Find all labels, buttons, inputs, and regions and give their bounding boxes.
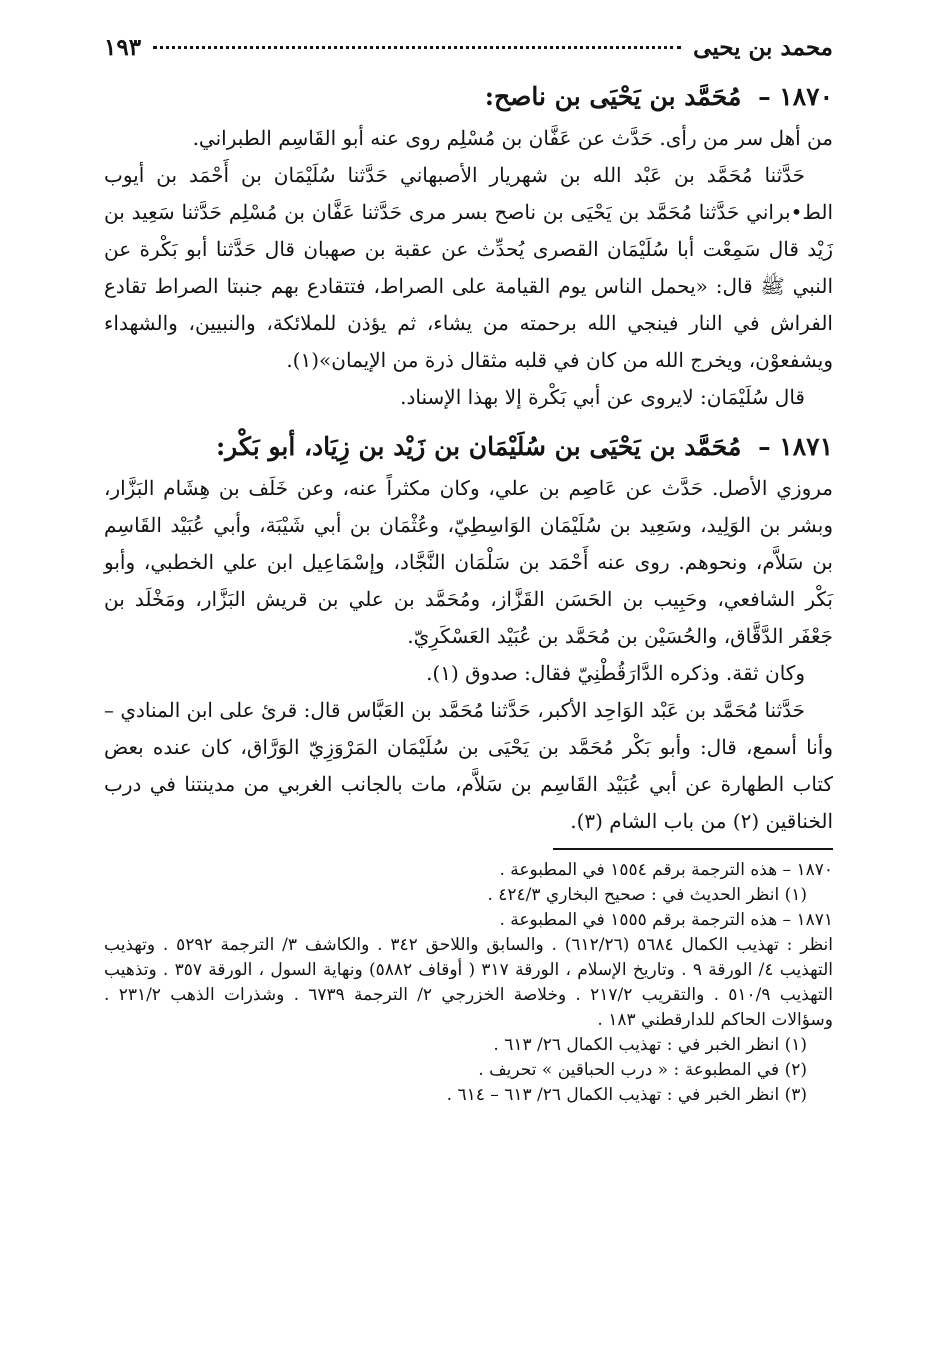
spacer xyxy=(104,416,833,422)
footnotes xyxy=(104,858,833,1108)
footnote-rule xyxy=(553,848,833,850)
entry-paragraph: حَدَّثنا مُحَمَّد بن عَبْد الوَاحِد الأكبر، حَدَّثنا مُحَمَّد بن العَبَّاس قال: قرئ على ابن المنادي – وأنا أسمع، قال: وأبو بَكْر مُحَمَّد بن يَحْيَى بن سُلَيْمَان المَرْوَزِيّ الوَرَّاق، كان عنده بعض كتاب الطهارة عن أبي عُبَيْد القَاسِم بن سَلاَّم، مات بالجانب الغربي من مدينتنا في درب الخناقين (٢) من باب الشام (٣). xyxy=(104,698,833,833)
page-number: ١٩٣ xyxy=(104,34,142,61)
entry-heading xyxy=(104,426,833,468)
footnote-line: (١) انظر الخبر في : تهذيب الكمال ٢٦/ ٦١٣ . xyxy=(493,1035,807,1055)
running-title: محمد بن يحيى xyxy=(693,34,833,61)
entry-paragraph: قال سُلَيْمَان: لايروى عن أبي بَكْرة إلا بهذا الإسناد. xyxy=(400,385,805,409)
footnote-line: ١٨٧١ – هذه الترجمة برقم ١٥٥٥ في المطبوعة . xyxy=(499,910,833,930)
entry-paragraph: حَدَّثنا مُحَمَّد بن عَبْد الله بن شهريار الأصبهاني حَدَّثنا سُلَيْمَان بن أَحْمَد بن أيوب الط•براني حَدَّثنا مُحَمَّد بن يَحْيَى بن ناصح بسر مرى حَدَّثنا عَفَّان بن مُسْلِم حَدَّثنا سَعِيد بن زَيْد قال سَمِعْت أبا سُلَيْمَان القصرى يُحدِّث عن عقبة بن صهبان قال حَدَّثنا أبو بَكْرة عن النبي ﷺ قال: «يحمل الناس يوم القيامة على الصراط، فتتقادع بهم جنبتا الصراط تقادع الفراش في النار فينجي الله برحمته من يشاء، ثم يؤذن للملائكة، والنبيين، والشهداء ويشفعوْن، ويخرج الله من كان في قلبه مثقال ذرة من الإيمان»(١). xyxy=(104,163,833,372)
entry-paragraph: مروزي الأصل. حَدَّث عن عَاصِم بن علي، وكان مكثراً عنه، وعن خَلَف بن هِشَام البَزَّار، وبشر بن الوَلِيد، وسَعِيد بن سُلَيْمَان الوَاسِطِيّ، وعُثْمَان بن أبي شَيْبَة، وأبي عُبَيْد القَاسِم بن سَلاَّم، ونحوهم. روى عنه أَحْمَد بن سَلْمَان النَّجَّاد، وإسْمَاعِيل ابن علي الخطبي، وأبو بَكْر الشافعي، وحَبِيب بن الحَسَن القَزَّاز، ومُحَمَّد بن علي بن قريش البَزَّار، ومَخْلَد بن جَعْفَر الدَّقَّاق، والحُسَيْن بن مُحَمَّد بن عُبَيْد العَسْكَرِيّ. xyxy=(104,476,833,648)
footnote-line: (٢) في المطبوعة : « درب الحباقين » تحريف . xyxy=(478,1060,807,1080)
entry-paragraph: من أهل سر من رأى. حَدَّث عن عَفَّان بن مُسْلِم روى عنه أبو القَاسِم الطبراني. xyxy=(192,126,833,150)
entry-heading xyxy=(104,76,833,118)
entry-number: ١٨٧٠ – xyxy=(758,82,833,111)
footnote-line: ١٨٧٠ – هذه الترجمة برقم ١٥٥٤ في المطبوعة . xyxy=(499,860,833,880)
entry-1870 xyxy=(104,76,833,416)
entry-name: مُحَمَّد بن يَحْيَى بن ناصح: xyxy=(484,82,742,111)
entry-1871 xyxy=(104,426,833,840)
footnote-line: انظر : تهذيب الكمال ٥٦٨٤ (٦١٢/٢٦) . والسابق واللاحق ٣٤٢ . والكاشف ٣/ الترجمة ٥٢٩٢ . وتهذيب التهذيب ٤/ الورقة ٩ . وتاريخ الإسلام ، الورقة ٣١٧ ( أوقاف ٥٨٨٢) ونهاية السول ، الورقة ٣٥٧ . وتذهيب التهذيب ٥١٠/٩ . والتقريب ٢١٧/٢ . وخلاصة الخزرجي ٢/ الترجمة ٦٧٣٩ . وشذرات الذهب ٢٣١/٢ . وسؤالات الحاكم للدارقطني ١٨٣ . xyxy=(104,935,834,1030)
entry-paragraph: وكان ثقة. وذكره الدَّارَقُطْنِيّ فقال: صدوق (١). xyxy=(426,661,805,685)
leader-dots xyxy=(153,46,681,49)
running-head xyxy=(104,34,833,72)
entry-name: مُحَمَّد بن يَحْيَى بن سُلَيْمَان بن زَيْد بن زِيَاد، أبو بَكْر: xyxy=(215,432,742,461)
footnote-line: (٣) انظر الخبر في : تهذيب الكمال ٢٦/ ٦١٣ – ٦١٤ . xyxy=(446,1085,807,1105)
entry-number: ١٨٧١ – xyxy=(758,432,833,461)
footnote-line: (١) انظر الحديث في : صحيح البخاري ٤٢٤/٣ . xyxy=(487,885,807,905)
